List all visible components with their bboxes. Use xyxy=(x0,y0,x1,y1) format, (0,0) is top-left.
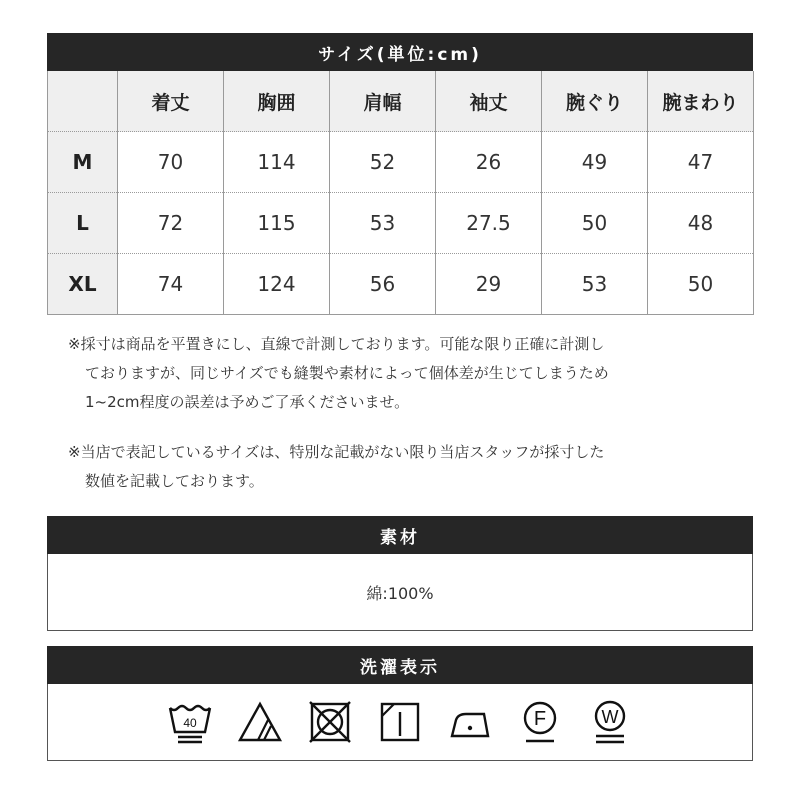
size-table-header-row xyxy=(48,71,754,132)
table-cell: 124 xyxy=(224,254,330,315)
table-cell: 56 xyxy=(330,254,436,315)
no-tumble-dry-icon xyxy=(306,698,354,746)
size-section-title: サイズ(単位:cm) xyxy=(47,33,753,71)
measurement-note xyxy=(68,330,748,417)
note-line: 数値を記載しております。 xyxy=(85,472,264,490)
header-cell-length: 着丈 xyxy=(118,71,224,132)
size-note xyxy=(68,438,748,496)
table-cell: 72 xyxy=(118,193,224,254)
table-cell: 49 xyxy=(542,132,648,193)
wash-temp-label: 40 xyxy=(183,716,197,730)
table-row xyxy=(48,254,754,315)
table-cell: 29 xyxy=(436,254,542,315)
table-cell: 48 xyxy=(648,193,754,254)
note-line: ておりますが、同じサイズでも縫製や素材によって個体差が生じてしまうため xyxy=(85,364,609,382)
bleach-triangle-icon xyxy=(236,698,284,746)
table-row xyxy=(48,193,754,254)
material-section-title: 素材 xyxy=(47,516,753,554)
header-cell-sleeve: 袖丈 xyxy=(436,71,542,132)
care-section-title: 洗濯表示 xyxy=(47,646,753,684)
header-cell-chest: 胸囲 xyxy=(224,71,330,132)
table-cell: 114 xyxy=(224,132,330,193)
table-cell: 115 xyxy=(224,193,330,254)
iron-low-icon xyxy=(446,698,494,746)
material-box xyxy=(47,554,753,631)
header-cell-arm-circumference: 腕まわり xyxy=(648,71,754,132)
care-icons-box xyxy=(47,684,753,761)
table-cell: 53 xyxy=(330,193,436,254)
table-cell: 27.5 xyxy=(436,193,542,254)
header-cell-armhole: 腕ぐり xyxy=(542,71,648,132)
header-cell-shoulder: 肩幅 xyxy=(330,71,436,132)
table-cell: 50 xyxy=(542,193,648,254)
dry-clean-f-icon xyxy=(516,698,564,746)
table-cell: 47 xyxy=(648,132,754,193)
wet-clean-letter: W xyxy=(601,707,619,727)
table-cell: 53 xyxy=(542,254,648,315)
wet-clean-w-icon xyxy=(586,698,634,746)
dry-clean-letter: F xyxy=(533,708,547,730)
note-line: ※当店で表記しているサイズは、特別な記載がない限り当店スタッフが採寸した xyxy=(68,443,605,461)
material-content: 綿:100% xyxy=(366,583,434,603)
header-cell-blank xyxy=(48,71,118,132)
note-line: 1~2cm程度の誤差は予めご了承くださいませ。 xyxy=(85,393,410,411)
size-label: M xyxy=(48,132,118,193)
size-table xyxy=(47,71,754,315)
table-row xyxy=(48,132,754,193)
wash-40-icon xyxy=(166,698,214,746)
size-label: XL xyxy=(48,254,118,315)
line-dry-shade-icon xyxy=(376,698,424,746)
table-cell: 70 xyxy=(118,132,224,193)
table-cell: 26 xyxy=(436,132,542,193)
table-cell: 74 xyxy=(118,254,224,315)
size-label: L xyxy=(48,193,118,254)
note-line: ※採寸は商品を平置きにし、直線で計測しております。可能な限り正確に計測し xyxy=(68,335,605,353)
table-cell: 50 xyxy=(648,254,754,315)
table-cell: 52 xyxy=(330,132,436,193)
